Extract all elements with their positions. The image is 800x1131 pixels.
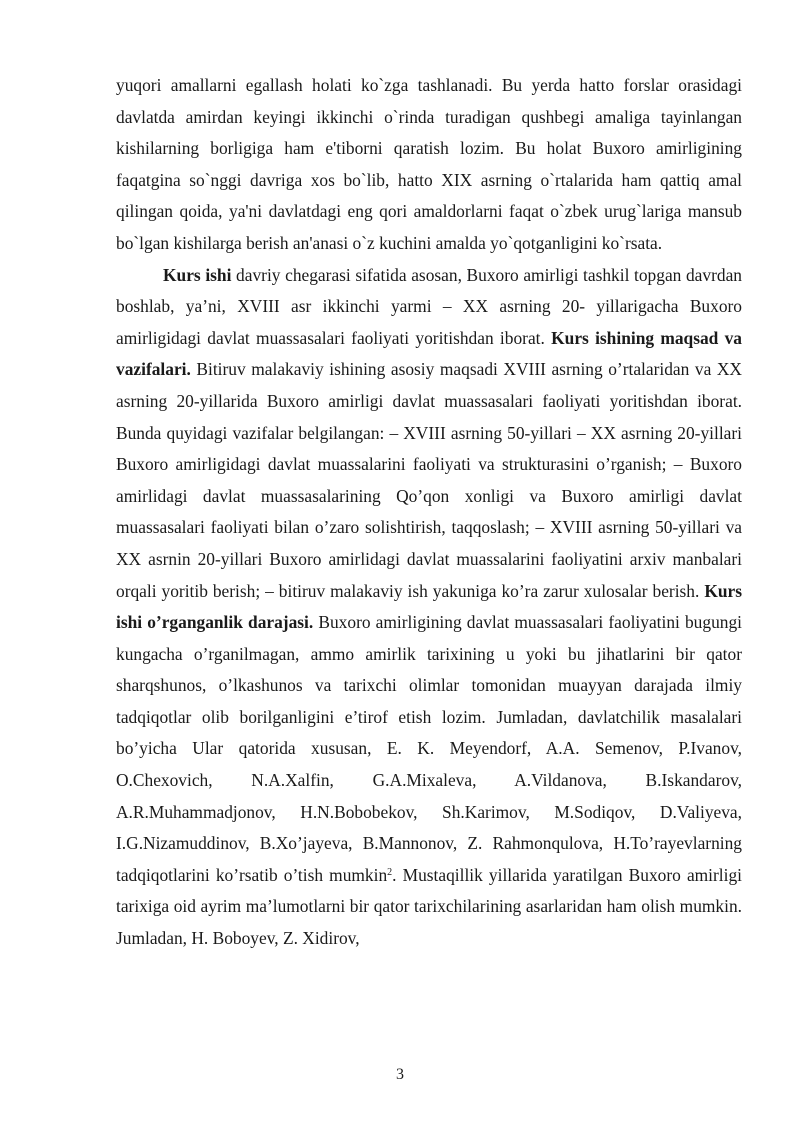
body-text	[116, 70, 742, 955]
paragraph-2	[116, 260, 742, 955]
paragraph-2-text-1: davriy chegarasi sifatida asosan, Buxoro amirligi tashkil topgan davrdan boshlab, ya’ni, XVIII asr ikkinchi yarmi – XX asrning 20- yillarigacha Buxoro amirligidagi davlat muassasalari faoliyati yoritishdan iborat.	[116, 264, 742, 348]
heading-organganlik-darajasi: Kurs ishi o’rganganlik darajasi.	[116, 580, 742, 633]
paragraph-2-text-3: Buxoro amirligining davlat muassasalari faoliyatini bugungi kungacha o’rganilmagan, ammo amirlik tarixining u yoki bu jihatlarini bir qator sharqshunos, o’lkashunos va tarixchi olimlar tomonidan muayyan darajada ilmiy tadqiqotlar olib borilganligini e’tirof etish lozim. Jumladan, davlatchilik masalalari bo’yicha Ular qatorida xususan, E. K. Meyendorf, A.A. Semenov, P.Ivanov, O.Chexovich, N.A.Xalfin, G.A.Mixaleva, A.Vildanova, B.Iskandarov, A.R.Muhammadjonov, H.N.Bobobekov, Sh.Karimov, M.Sodiqov, D.Valiyeva, I.G.Nizamuddinov, B.Xo’jayeva, B.Mannonov, Z. Rahmonqulova, H.To’rayevlarning tadqiqotlarini ko’rsatib o’tish mumkin	[116, 612, 742, 885]
paragraph-2-text-4: . Mustaqillik yillarida yaratilgan Buxoro amirligi tarixiga oid ayrim ma’lumotlarni bir qator tarixchilarining asarlaridan ham olish mumkin. Jumladan, H. Boboyev, Z. Xidirov,	[116, 864, 742, 949]
paragraph-2-text-2: Bitiruv malakaviy ishining asosiy maqsadi XVIII asrning o’rtalaridan va XX asrning 20-yillarida Buxoro amirligi davlat muassasalari faoliyati yoritishdan iborat. Bunda quyidagi vazifalar belgilangan: – XVIII asrning 50-yillari – XX asrning 20-yillari Buxoro amirligidagi davlat muassalarini faoliyati va strukturasini o’rganish; – Buxoro amirlidagi davlat muassasalarining Qo’qon xonligi va Buxoro amirligi davlat muassasalari faoliyati bilan o’zaro solishtirish, taqqoslash; – XVIII asrning 50-yillari va XX asrnin 20-yillari Buxoro amirlidagi davlat muassalarini faoliyatini arxiv manbalari orqali yoritib berish; – bitiruv malakaviy ish yakuniga ko’ra zarur xulosalar berish.	[116, 359, 742, 601]
paragraph-1: yuqori amallarni egallash holati ko`zga tashlanadi. Bu yerda hatto forslar orasidagi davlatda amirdan keyingi ikkinchi o`rinda turadigan qushbegi amaliga tayinlangan kishilarning borligiga ham e'tiborni qaratish lozim. Bu holat Buxoro amirligining faqatgina so`nggi davriga xos bo`lib, hatto XIX asrning o`rtalarida ham qattiq amal qilingan qoida, ya'ni davlatdagi eng qori amaldorlarni faqat o`zbek urug`lariga mansub bo`lgan kishilarga berish an'anasi o`z kuchini amalda yo`qotganligini ko`rsata.	[116, 75, 742, 253]
heading-maqsad-vazifalar: Kurs ishining maqsad va vazifalari.	[116, 327, 742, 380]
footnote-reference: 2	[387, 866, 393, 878]
page-number: 3	[396, 1066, 404, 1083]
heading-kurs-ishi: Kurs ishi	[163, 264, 232, 285]
